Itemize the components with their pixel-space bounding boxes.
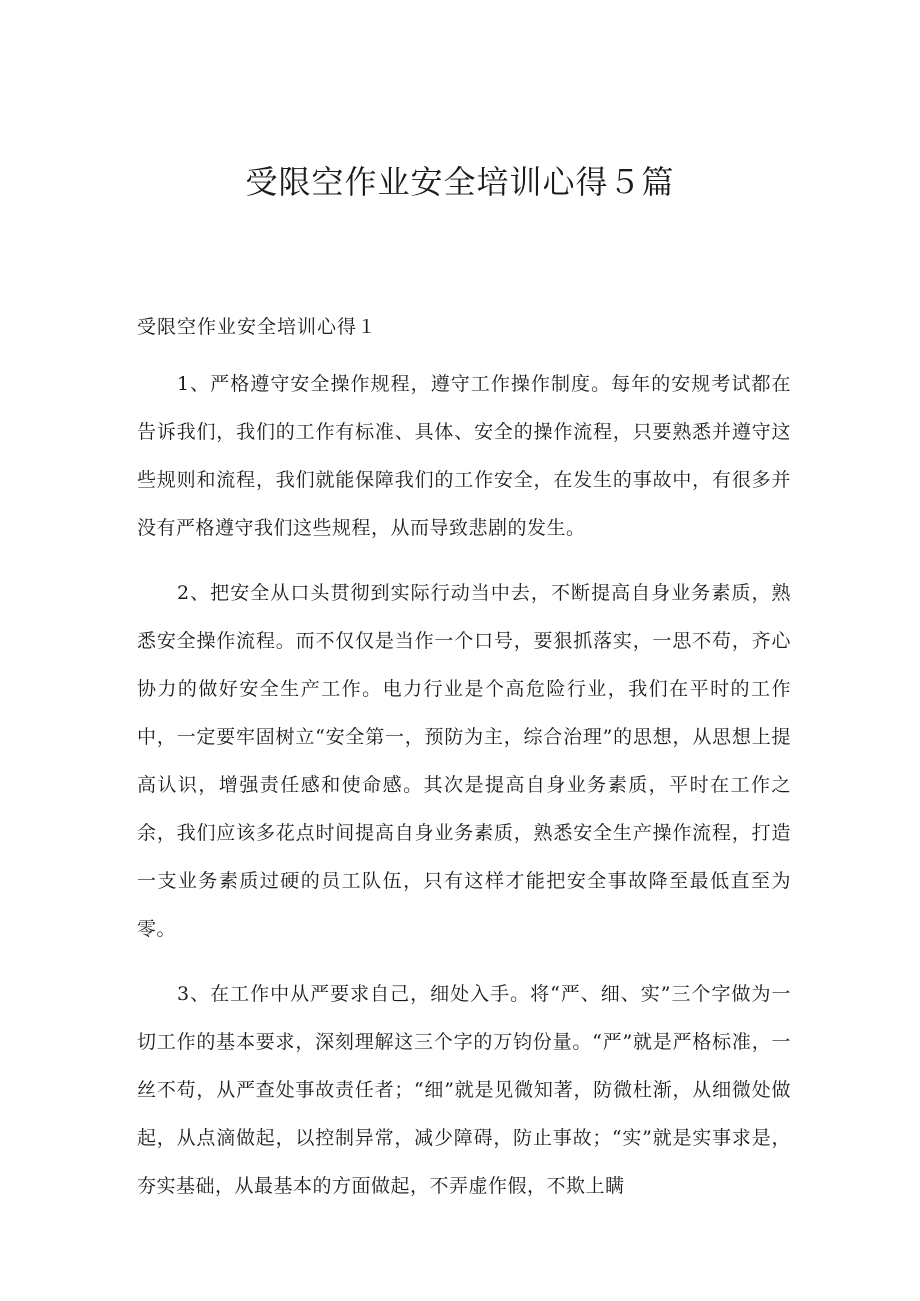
paragraph-3: 3、在工作中从严要求自己，细处入手。将“严、细、实”三个字做为一切工作的基本要求，深刻理解这三个字的万钧份量。“严”就是严格标准，一丝不苟，从严查处事故责任者；“细”就是见微知著，防微杜渐，从细微处做起，从点滴做起，以控制异常，减少障碍，防止事故；“实”就是实事求是，夯实基础，从最基本的方面做起，不弄虚作假，不欺上瞒	[137, 983, 791, 1197]
paragraph-2: 2、把安全从口头贯彻到实际行动当中去，不断提高自身业务素质，熟悉安全操作流程。而不仅仅是当作一个口号，要狠抓落实，一思不苟，齐心协力的做好安全生产工作。电力行业是个高危险行业，我们在平时的工作中，一定要牢固树立“安全第一，预防为主，综合治理”的思想，从思想上提高认识，增强责任感和使命感。其次是提高自身业务素质，平时在工作之余，我们应该多花点时间提高自身业务素质，熟悉安全生产操作流程，打造一支业务素质过硬的员工队伍，只有这样才能把安全事故降至最低直至为零。	[137, 582, 791, 940]
paragraph-1: 1、严格遵守安全操作规程，遵守工作操作制度。每年的安规考试都在告诉我们，我们的工作有标准、具体、安全的操作流程，只要熟悉并遵守这些规则和流程，我们就能保障我们的工作安全，在发生的事故中，有很多并没有严格遵守我们这些规程，从而导致悲剧的发生。	[137, 373, 791, 539]
section-heading: 受限空作业安全培训心得１	[137, 316, 378, 338]
document-title: 受限空作业安全培训心得５篇	[245, 163, 675, 201]
document-body	[137, 360, 791, 1227]
